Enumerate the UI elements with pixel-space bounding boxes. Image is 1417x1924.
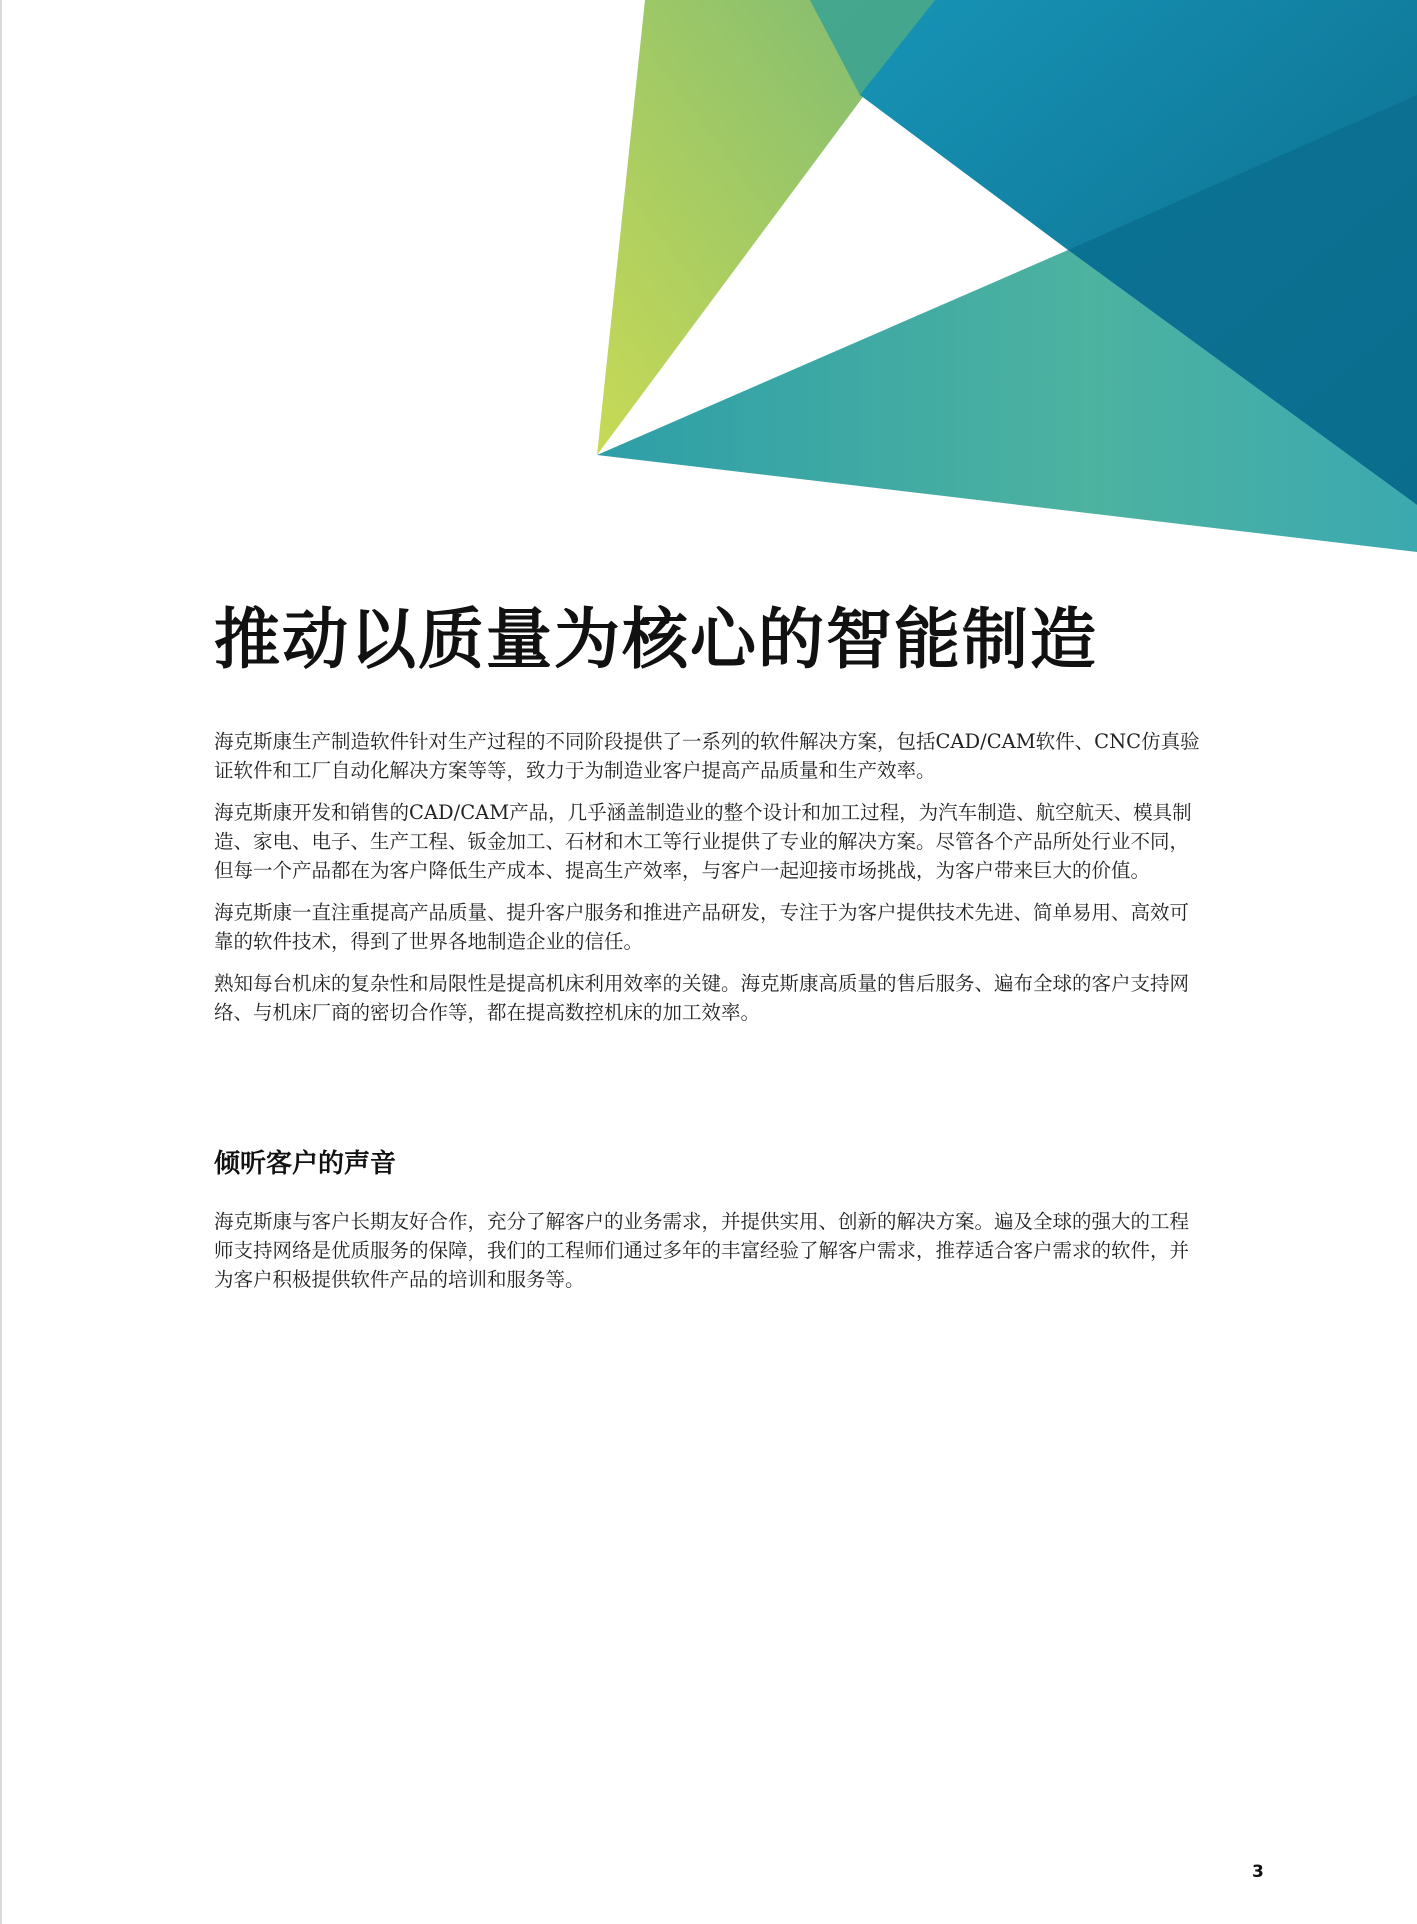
intro-paragraph: 海克斯康一直注重提高产品质量、提升客户服务和推进产品研发，专注于为客户提供技术先进、简单易用、高效可靠的软件技术，得到了世界各地制造企业的信任。 <box>214 901 1190 953</box>
hero-geometric-graphic <box>0 0 1417 560</box>
page-number: 3 <box>1252 1862 1264 1882</box>
section-heading: 倾听客户的声音 <box>214 1149 397 1179</box>
voice-paragraph: 海克斯康与客户长期友好合作，充分了解客户的业务需求，并提供实用、创新的解决方案。遍及全球的强大的工程师支持网络是优质服务的保障，我们的工程师们通过多年的丰富经验了解客户需求，推荐适合客户需求的软件，并为客户积极提供软件产品的培训和服务等。 <box>214 1210 1190 1291</box>
page-title: 推动以质量为核心的智能制造 <box>214 601 1098 678</box>
intro-paragraph: 熟知每台机床的复杂性和局限性是提高机床利用效率的关键。海克斯康高质量的售后服务、遍布全球的客户支持网络、与机床厂商的密切合作等，都在提高数控机床的加工效率。 <box>214 972 1190 1024</box>
intro-paragraph: 海克斯康开发和销售的CAD/CAM产品，几乎涵盖制造业的整个设计和加工过程，为汽车制造、航空航天、模具制造、家电、电子、生产工程、钣金加工、石材和木工等行业提供了专业的解决方案。尽管各个产品所处行业不同，但每一个产品都在为客户降低生产成本、提高生产效率，与客户一起迎接市场挑战，为客户带来巨大的价值。 <box>214 801 1192 882</box>
intro-paragraph: 海克斯康生产制造软件针对生产过程的不同阶段提供了一系列的软件解决方案，包括CAD/CAM软件、CNC仿真验证软件和工厂自动化解决方案等等，致力于为制造业客户提高产品质量和生产效率。 <box>214 730 1200 782</box>
customer-voice-section <box>214 1207 1204 1307</box>
intro-section <box>214 727 1204 1040</box>
